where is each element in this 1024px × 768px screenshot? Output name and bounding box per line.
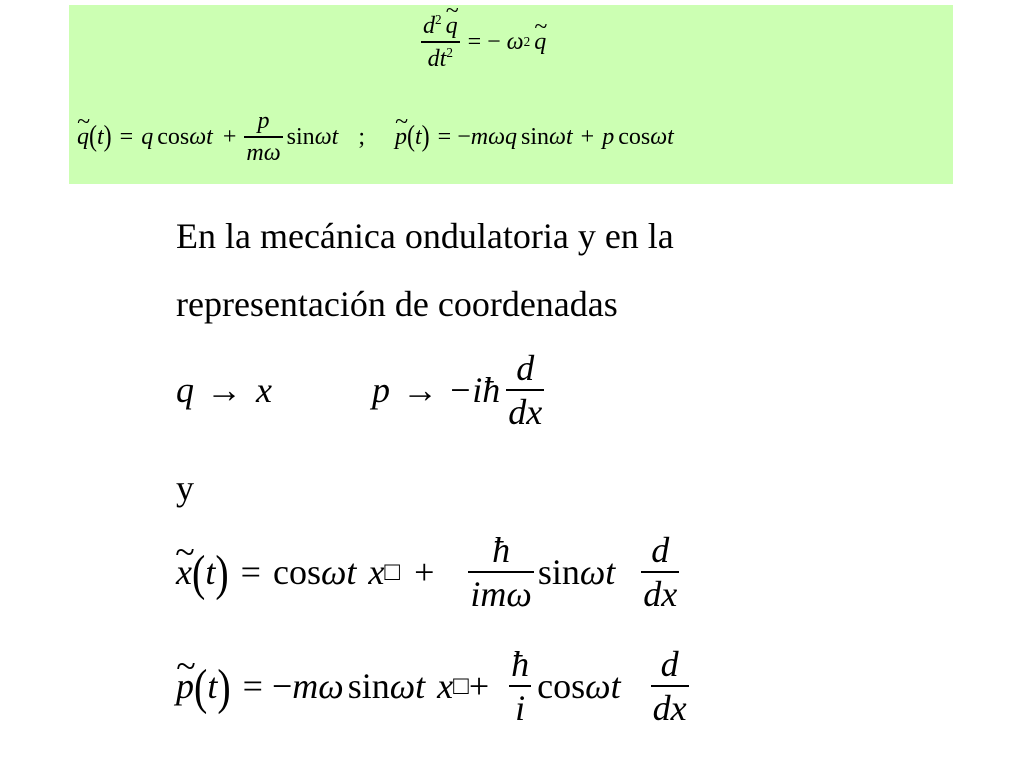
hbar-over-i-fraction <box>509 646 531 726</box>
x-tilde-symbol: ~ x <box>176 551 192 593</box>
omega-t: ωt <box>189 123 213 150</box>
arrow-icon: → <box>206 370 242 410</box>
t-symbol: t <box>97 123 104 150</box>
fraction-bar <box>468 571 533 573</box>
arrow-icon: → <box>401 370 438 410</box>
fraction-numerator: d <box>660 644 679 684</box>
cos-function: cos <box>272 552 321 592</box>
d-dx-fraction <box>641 532 679 612</box>
t-symbol: t <box>207 666 218 706</box>
fraction-bar <box>244 136 282 138</box>
q-symbol: q <box>141 123 154 150</box>
x-symbol: x <box>437 666 454 706</box>
cos-function: cos <box>618 123 651 150</box>
cos-function: cos <box>157 123 190 150</box>
dt-symbol: dt <box>427 46 447 73</box>
omega-t: ωt <box>650 123 674 150</box>
equals-minus: = − <box>242 666 293 706</box>
p-symbol: p <box>602 123 615 150</box>
sin-function: sin <box>537 552 580 592</box>
q-symbol: q <box>176 370 194 410</box>
omega-t: ωt <box>585 666 621 706</box>
paren-open: ( <box>406 120 415 153</box>
x-symbol: x <box>256 370 272 410</box>
minus-i-hbar: −iħ <box>447 370 501 410</box>
operator-mapping <box>176 350 544 430</box>
exponent: 2 <box>435 12 442 27</box>
paren-close: ) <box>217 657 231 715</box>
p-over-m-omega-fraction <box>244 109 282 165</box>
paren-close: ) <box>421 120 430 153</box>
fraction-denominator: imω <box>470 574 532 614</box>
fraction-denominator: dx <box>643 574 678 614</box>
p-tilde-symbol: ~ p <box>395 124 407 151</box>
p-tilde-symbol: ~ p <box>176 665 194 707</box>
text-line-1: En la mecánica ondulatoria y en la <box>176 216 674 256</box>
d-dx-fraction <box>651 646 689 726</box>
placeholder-box-icon: □ <box>384 557 401 586</box>
x-symbol: x <box>368 552 385 592</box>
sin-function: sin <box>286 123 315 150</box>
omega-symbol: ω <box>506 28 524 55</box>
plus: + <box>414 552 435 592</box>
exponent: 2 <box>523 34 531 50</box>
fraction-bar <box>509 685 531 687</box>
plus: + <box>468 666 490 706</box>
omega-t: ωt <box>389 666 426 706</box>
fraction-bar <box>641 571 679 573</box>
fraction-numerator: ħ <box>492 530 511 570</box>
sin-function: sin <box>521 123 550 150</box>
t-symbol: t <box>414 123 422 150</box>
exponent: 2 <box>446 45 453 61</box>
equals-minus: = − <box>467 28 501 55</box>
fraction-numerator: ħ <box>511 644 530 684</box>
placeholder-box-icon: □ <box>453 671 469 700</box>
fraction-denominator: i <box>515 688 526 728</box>
fraction-denominator: mω <box>246 140 281 166</box>
m-omega-q: mωq <box>470 123 518 150</box>
plus: + <box>580 123 595 150</box>
paren-open: ( <box>191 543 206 601</box>
equation-p-t <box>176 646 689 726</box>
equation-harmonic-oscillator <box>421 13 546 71</box>
equals: = <box>119 123 134 150</box>
q-tilde-symbol: ~ q <box>446 14 458 38</box>
m-omega: mω <box>292 666 344 706</box>
omega-t: ωt <box>579 552 616 592</box>
fraction-denominator: dx <box>508 392 543 432</box>
paren-close: ) <box>215 543 229 601</box>
t-symbol: t <box>205 552 216 592</box>
hbar-over-im-omega-fraction <box>468 532 533 612</box>
omega-t: ωt <box>320 552 357 592</box>
fraction-bar <box>651 685 689 687</box>
fraction-numerator: p <box>257 108 270 134</box>
plus: + <box>222 123 237 150</box>
second-derivative-fraction <box>421 13 460 71</box>
text-y: y <box>176 468 194 508</box>
cos-function: cos <box>537 666 586 706</box>
q-tilde-symbol: ~ q <box>77 124 89 151</box>
paren-close: ) <box>103 120 112 153</box>
equals-minus: = − <box>437 123 471 150</box>
separator: ; <box>358 123 365 150</box>
omega-t: ωt <box>549 123 573 150</box>
equation-x-t <box>176 532 679 612</box>
p-symbol: p <box>371 370 390 410</box>
d-symbol: d <box>423 13 435 40</box>
fraction-bar <box>421 41 460 43</box>
paren-open: ( <box>89 120 97 153</box>
fraction-bar <box>506 389 544 391</box>
equals: = <box>240 552 261 592</box>
q-tilde-symbol: ~ q <box>534 29 546 56</box>
d-dx-fraction <box>506 350 544 430</box>
equation-solutions <box>77 109 674 165</box>
paren-open: ( <box>194 657 208 715</box>
fraction-numerator: d <box>651 530 670 570</box>
sin-function: sin <box>347 666 390 706</box>
equation-box <box>69 5 953 184</box>
fraction-numerator: d <box>516 348 535 388</box>
fraction-denominator: dx <box>652 688 687 728</box>
text-line-2: representación de coordenadas <box>176 284 618 324</box>
omega-t: ωt <box>314 123 339 150</box>
